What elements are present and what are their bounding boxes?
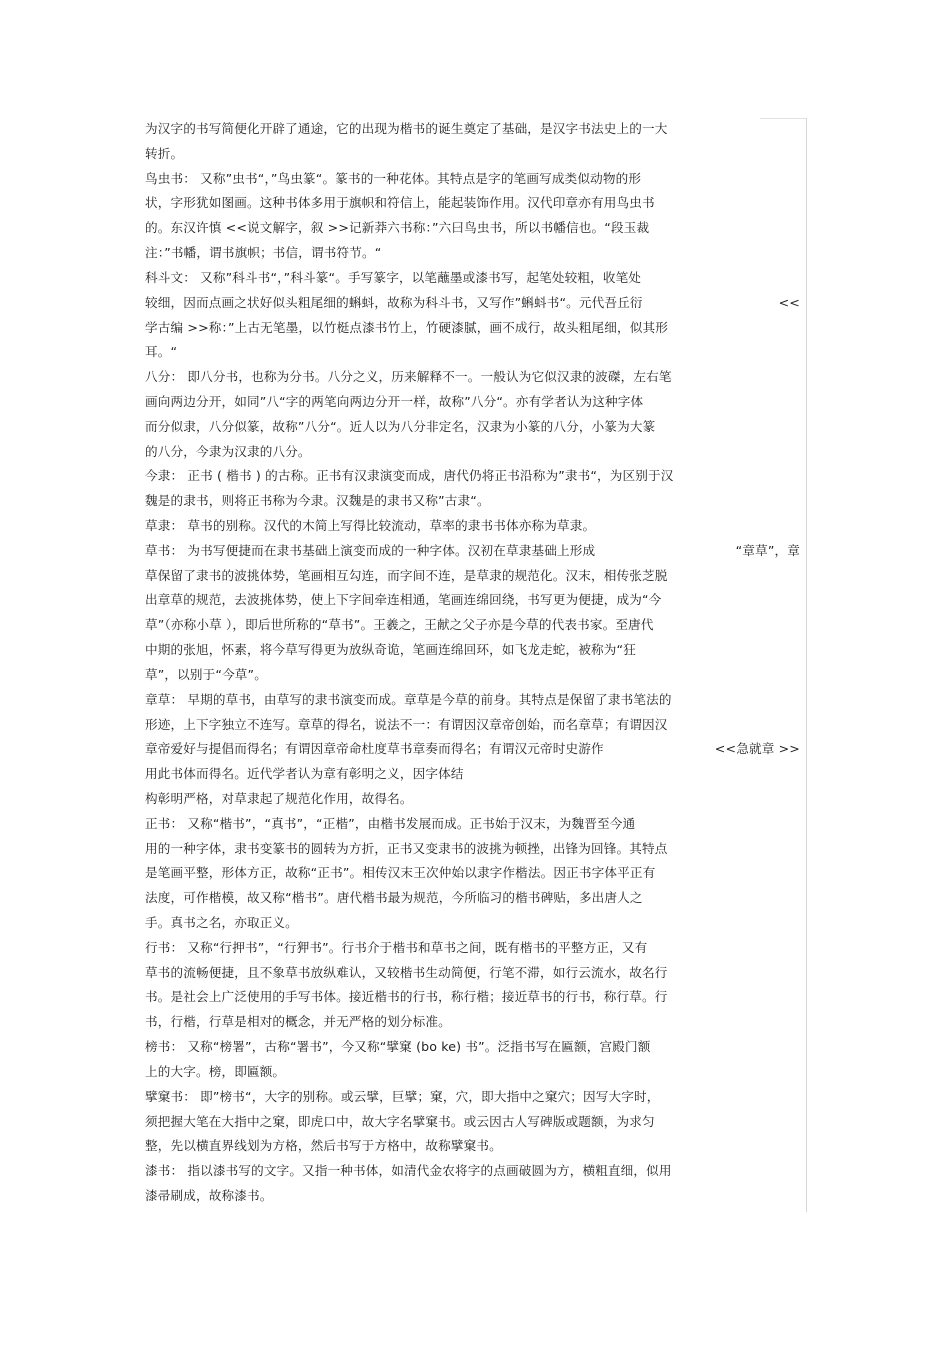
line-right-fragment: << xyxy=(778,294,800,310)
line-text: 中期的张旭，怀素，将今草写得更为放纵奇诡，笔画连绵回环，如飞龙走蛇，被称为“狂 xyxy=(145,642,636,658)
line-text: 鸟虫书： 又称”虫书“，”鸟虫篆“。篆书的一种花体。其特点是字的笔画写成类似动物的形 xyxy=(145,170,642,186)
line-text: 须把握大笔在大指中之窠，即虎口中，故大字名擘窠书。或云因古人写碑版或题额，为求匀 xyxy=(145,1113,655,1129)
text-line xyxy=(145,117,800,142)
line-text: 出章草的规范，去波挑体势，使上下字间牵连相通，笔画连绵回绕，书写更为便捷，成为“今 xyxy=(145,592,662,608)
text-line xyxy=(145,464,800,489)
line-text: 榜书： 又称“榜署”，古称“署书”，今又称“擘窠 (bo ke) 书”。泛指书写在匾额，宫殿门额 xyxy=(145,1039,651,1055)
line-text: 构彰明严格，对草隶起了规范化作用，故得名。 xyxy=(145,790,413,806)
text-line xyxy=(145,961,800,986)
text-line xyxy=(145,613,800,638)
text-line xyxy=(145,812,800,837)
text-line xyxy=(145,663,800,688)
text-line xyxy=(145,316,800,341)
page-border-right xyxy=(806,118,807,1212)
text-line xyxy=(145,1184,800,1209)
line-text: 转折。 xyxy=(145,145,184,161)
text-line xyxy=(145,936,800,961)
line-text: 上的大字。榜，即匾额。 xyxy=(145,1063,286,1079)
text-line xyxy=(145,514,800,539)
line-text: 漆书： 指以漆书写的文字。又指一种书体，如清代金农将字的点画破圆为方，横粗直细，似用 xyxy=(145,1163,672,1179)
line-text: 草书： 为书写便捷而在隶书基础上演变而成的一种字体。汉初在草隶基础上形成 xyxy=(145,542,596,558)
text-line xyxy=(145,564,800,589)
line-text: 的。东汉许慎 <<说文解字，叙 >>记新莽六书称：”六曰鸟虫书，所以书幡信也。“段玉裁 xyxy=(145,220,650,236)
text-line xyxy=(145,1110,800,1135)
text-line xyxy=(145,1134,800,1159)
line-text: 画向两边分开，如同”八“字的两笔向两边分开一样，故称”八分“。亦有学者认为这种字体 xyxy=(145,393,644,409)
line-text: 八分： 即八分书，也称为分书。八分之义，历来解释不一。一般认为它似汉隶的波磔，左右笔 xyxy=(145,369,672,385)
text-line xyxy=(145,985,800,1010)
line-text: 草保留了隶书的波挑体势，笔画相互勾连，而字间不连，是草隶的规范化。汉末，相传张芝脱 xyxy=(145,567,668,583)
line-text: 为汉字的书写简便化开辟了通途，它的出现为楷书的诞生奠定了基础，是汉字书法史上的一大 xyxy=(145,121,668,136)
line-text: 形迹，上下字独立不连写。章草的得名，说法不一：有谓因汉章帝创始，而名章草；有谓因汉 xyxy=(145,716,668,732)
text-line xyxy=(145,266,800,291)
text-line xyxy=(145,489,800,514)
text-line xyxy=(145,1010,800,1035)
line-text: 手。真书之名，亦取正义。 xyxy=(145,915,298,930)
text-line xyxy=(145,837,800,862)
line-text: 魏是的隶书，则将正书称为今隶。汉魏是的隶书又称”古隶“。 xyxy=(145,493,490,509)
line-text: 今隶： 正书 ( 楷书 ) 的古称。正书有汉隶演变而成，唐代仍将正书沿称为”隶书“，为区别于汉 xyxy=(145,468,674,484)
line-text: 整，先以横直界线划为方格，然后书写于方格中，故称擘窠书。 xyxy=(145,1138,502,1154)
text-line xyxy=(145,365,800,390)
line-text: 法度，可作楷模，故又称“楷书”。唐代楷书最为规范，今所临习的楷书碑贴，多出唐人之 xyxy=(145,890,643,906)
line-text: 书。是社会上广泛使用的手写书体。接近楷书的行书，称行楷；接近草书的行书，称行草。行 xyxy=(145,989,668,1005)
line-text: 科斗文： 又称”科斗书“，”科斗篆“。手写篆字，以笔蘸墨或漆书写，起笔处较粗，收笔处 xyxy=(145,269,642,285)
line-text: 学古编 >>称：”上古无笔墨，以竹梃点漆书竹上，竹硬漆腻，画不成行，故头粗尾细，似其形 xyxy=(145,319,668,335)
text-line xyxy=(145,861,800,886)
text-line xyxy=(145,539,800,564)
line-text: 漆帚刷成，故称漆书。 xyxy=(145,1187,273,1203)
text-line xyxy=(145,191,800,216)
line-text: 行书： 又称“行押书”，“行狎书”。行书介于楷书和草书之间，既有楷书的平整方正，又有 xyxy=(145,939,648,955)
text-line xyxy=(145,911,800,936)
text-line xyxy=(145,241,800,266)
text-line xyxy=(145,886,800,911)
line-text: 注：”书幡，谓书旗帜；书信，谓书符节。“ xyxy=(145,245,382,261)
line-text: 草”，以别于“今草”。 xyxy=(145,666,267,682)
line-text: 草书的流畅便捷，且不象草书放纵难认，又较楷书生动简便，行笔不滞，如行云流水，故名行 xyxy=(145,964,668,980)
line-text: 而分似隶，八分似篆，故称”八分“。近人以为八分非定名，汉隶为小篆的八分，小篆为大篆 xyxy=(145,418,656,434)
text-line xyxy=(145,1085,800,1110)
line-text: 章帝爱好与提倡而得名；有谓因章帝命杜度草书章奏而得名；有谓汉元帝时史游作 xyxy=(145,741,604,757)
text-line xyxy=(145,291,800,316)
line-text: 章草： 早期的草书，由草写的隶书演变而成。章草是今草的前身。其特点是保留了隶书笔法的 xyxy=(145,691,672,707)
text-line xyxy=(145,216,800,241)
line-text: 状，字形犹如图画。这种书体多用于旗帜和符信上，能起装饰作用。汉代印章亦有用鸟虫书 xyxy=(145,195,655,211)
text-line xyxy=(145,762,800,787)
text-line xyxy=(145,415,800,440)
line-text: 耳。“ xyxy=(145,344,178,360)
text-line xyxy=(145,340,800,365)
text-line xyxy=(145,638,800,663)
text-line xyxy=(145,713,800,738)
text-line xyxy=(145,1035,800,1060)
line-right-fragment: <<急就章 >> xyxy=(714,741,800,757)
text-line xyxy=(145,737,800,762)
line-text: 的八分，今隶为汉隶的八分。 xyxy=(145,443,311,459)
text-line xyxy=(145,167,800,192)
line-text: 是笔画平整，形体方正，故称“正书”。相传汉末王次仲始以隶字作楷法。因正书字体平正有 xyxy=(145,865,656,881)
document-body xyxy=(145,117,800,1209)
line-text: 用的一种字体，隶书变篆书的圆转为方折，正书又变隶书的波挑为顿挫，出锋为回锋。其特点 xyxy=(145,840,668,856)
line-text: 书，行楷，行草是相对的概念，并无严格的划分标准。 xyxy=(145,1014,451,1030)
text-line xyxy=(145,1159,800,1184)
text-line xyxy=(145,390,800,415)
text-line xyxy=(145,787,800,812)
text-line xyxy=(145,142,800,167)
text-line xyxy=(145,688,800,713)
text-line xyxy=(145,1060,800,1085)
line-text: 较细，因而点画之状好似头粗尾细的蝌蚪，故称为科斗书，又写作”蝌蚪书“。元代吾丘衍 xyxy=(145,294,643,310)
line-text: 正书： 又称“楷书”，“真书”，“正楷”，由楷书发展而成。正书始于汉末，为魏晋至今通 xyxy=(145,815,636,831)
text-line xyxy=(145,588,800,613)
line-text: 草隶： 草书的别称。汉代的木简上写得比较流动，草率的隶书书体亦称为草隶。 xyxy=(145,518,596,533)
line-right-fragment: “章草”，章 xyxy=(735,542,800,558)
line-text: 用此书体而得名。近代学者认为章有彰明之义，因字体结 xyxy=(145,766,464,782)
line-text: 擘窠书： 即”榜书“，大字的别称。或云擘，巨擘；窠，穴，即大指中之窠穴；因写大字时， xyxy=(145,1088,660,1104)
line-text: 草”（亦称小草 ），即后世所称的“草书”。王羲之，王献之父子亦是今草的代表书家。至唐代 xyxy=(145,617,654,633)
text-line xyxy=(145,440,800,465)
